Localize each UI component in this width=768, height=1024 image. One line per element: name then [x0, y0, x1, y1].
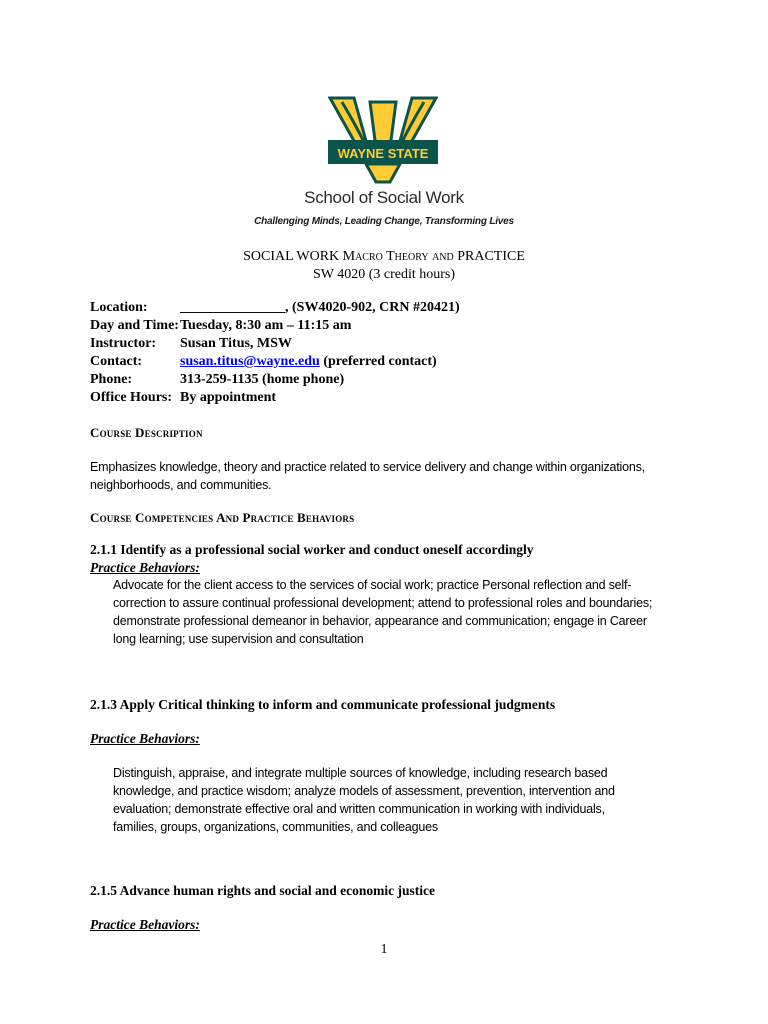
school-tagline: Challenging Minds, Leading Change, Transforming Lives [254, 216, 514, 227]
info-value: _______________, (SW4020-902, CRN #20421) [180, 300, 460, 315]
info-label: Office Hours: [90, 390, 173, 405]
info-value: 313-259-1135 (home phone) [180, 372, 345, 387]
instructor-email-link[interactable]: susan.titus@wayne.edu [180, 354, 320, 369]
course-description-heading: Course Description [90, 425, 203, 440]
info-label: Day and Time: [90, 318, 179, 333]
info-office-hours [90, 390, 276, 406]
competencies-heading: Course Competencies And Practice Behaviors [90, 510, 355, 525]
info-location [90, 300, 460, 316]
logo-text: WAYNE STATE [337, 146, 429, 161]
course-title-part3: PRACTICE [457, 249, 525, 264]
course-title-part1: SOCIAL WORK [243, 249, 343, 264]
info-phone [90, 372, 344, 388]
practice-behaviors-label: Practice Behaviors: [90, 560, 200, 575]
info-day-time [90, 318, 351, 334]
info-value: (preferred contact) [319, 354, 437, 369]
course-description-line: Emphasizes knowledge, theory and practice related to service delivery and change within organizations, [90, 460, 645, 474]
behavior-line: Advocate for the client access to the services of social work; practice Personal reflection and self- [113, 578, 632, 592]
info-value: Susan Titus, MSW [180, 336, 292, 351]
info-label: Location: [90, 300, 148, 315]
info-value: By appointment [180, 390, 277, 405]
info-contact [90, 354, 437, 370]
behavior-line: demonstrate professional demeanor in behavior, appearance and communication; engage in Career [113, 614, 647, 628]
page-number: 1 [380, 942, 388, 957]
info-label: Contact: [90, 354, 143, 369]
behavior-line: evaluation; demonstrate effective oral and written communication in working with individuals, [113, 802, 605, 816]
course-description-line: neighborhoods, and communities. [90, 478, 272, 492]
school-name: School of Social Work [304, 188, 464, 207]
logo-base [366, 164, 400, 182]
behavior-line: families, groups, organizations, communities, and colleagues [113, 820, 438, 834]
practice-behaviors-label: Practice Behaviors: [90, 917, 200, 932]
course-title-part2: Macro Theory and [342, 249, 458, 264]
info-label: Instructor: [90, 336, 157, 351]
info-value: Tuesday, 8:30 am – 11:15 am [180, 318, 352, 333]
behavior-line: knowledge, and practice wisdom; analyze models of assessment, prevention, intervention and [113, 784, 615, 798]
competency-2-1-3-title: 2.1.3 Apply Critical thinking to inform and communicate professional judgments [90, 697, 556, 712]
competency-2-1-5-title: 2.1.5 Advance human rights and social and economic justice [90, 883, 436, 898]
info-instructor [90, 336, 292, 352]
competency-2-1-1-title: 2.1.1 Identify as a professional social worker and conduct oneself accordingly [90, 542, 534, 557]
behavior-line: long learning; use supervision and consultation [113, 632, 364, 646]
course-title [0, 249, 768, 265]
wayne-state-logo [328, 92, 438, 188]
behavior-line: Distinguish, appraise, and integrate multiple sources of knowledge, including research based [113, 766, 608, 780]
course-number: SW 4020 (3 credit hours) [312, 267, 456, 282]
behavior-line: correction to assure continual professional development; attend to professional roles and boundaries; [113, 596, 653, 610]
info-label: Phone: [90, 372, 132, 387]
practice-behaviors-label: Practice Behaviors: [90, 731, 200, 746]
